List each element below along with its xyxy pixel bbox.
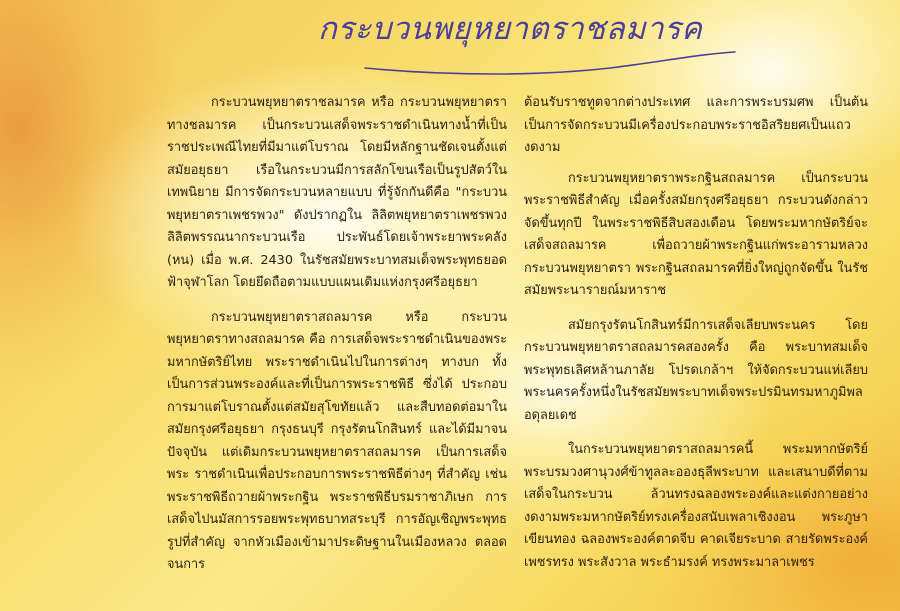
right-column (524, 92, 868, 586)
right-paragraph-3: ในกระบวนพยุหยาตราสถลมารคนี้ พระมหากษัตริย์ พระบรมวงศานุวงศ์ข้าทูลละอองธุลีพระบาท และเสนาบดีที่ตามเสด็จในกระบวน ล้วนทรงฉลองพระองค์และแต่งกายอย่างงดงามพระมหากษัตริย์ทรงเครื่องสนับเพลาเชิงงอน พระภูษาเขียนทอง ฉลองพระองค์ตาดจีบ คาดเจียระบาด สายรัดพระองค์เพชรทรง พระสังวาล พระธำมรงค์ ทรงพระมาลาเพชร (524, 442, 868, 570)
title-swash-ornament (360, 50, 740, 80)
left-column (167, 92, 507, 589)
page-title: กระบวนพยุหยาตราชลมารค (318, 11, 703, 47)
left-paragraph-2: กระบวนพยุหยาตราสถลมารค หรือ กระบวนพยุหยาตราทางสถลมารค คือ การเสด็จพระราชดำเนินของพระมหากษัตริย์ไทย พระราชดำเนินไปในการต่างๆ ทางบก ทั้งเป็นการส่วนพระองค์และที่เป็นการพระราชพิธี ซึ่งได้ ประกอบการมาแต่โบราณตั้งแต่สมัยสุโขทัยแล้ว และสืบทอดต่อมาในสมัยกรุงศรีอยุธยา กรุงธนบุรี กรุงรัตนโกสินทร์ และได้มีมาจนปัจจุบัน แต่เดิมกระบวนพยุหยาตราสถลมารค เป็นการเสด็จพระ ราชดำเนินเพื่อประกอบการพระราชพิธีต่างๆ ที่สำคัญ เช่น พระราชพิธีถวายผ้าพระกฐิน พระราชพิธีบรมราชาภิเษก การเสด็จไปนมัสการรอยพระพุทธบาทสระบุรี การอัญเชิญพระพุทธรูปที่สำคัญ จากหัวเมืองเข้ามาประดิษฐานในเมืองหลวง ตลอดจนการ (167, 309, 507, 572)
right-paragraph-1: กระบวนพยุหยาตราพระกฐินสถลมารค เป็นกระบวนพระราชพิธีสำคัญ เมื่อครั้งสมัยกรุงศรีอยุธยา กระบวนดังกล่าวจัดขึ้นทุกปี ในพระราชพิธีสิบสองเดือน โดยพระมหากษัตริย์จะเสด็จสถลมารค เพื่อถวายผ้าพระกฐินแก่พระอารามหลวง กระบวนพยุหยาตรา พระกฐินสถลมารคที่ยิ่งใหญ่ถูกจัดขึ้น ในรัชสมัยพระนารายณ์มหาราช (524, 170, 868, 298)
left-paragraph-1: กระบวนพยุหยาตราชลมารค หรือ กระบวนพยุหยาตราทางชลมารค เป็นกระบวนเสด็จพระราชดำเนินทางน้ำที่เป็นราชประเพณีไทยที่มีมาแต่โบราณ โดยมีหลักฐานชัดเจนตั้งแต่สมัยอยุธยา เรือในกระบวนมีการสลักโขนเรือเป็นรูปสัตว์ในเทพนิยาย มีการจัดกระบวนหลายแบบ ที่รู้จักกันดีคือ "กระบวนพยุหยาตราเพชรพวง" ดังปรากฏใน ลิลิตพยุหยาตราเพชรพวง ลิลิตพรรณนากระบวนเรือ ประพันธ์โดยเจ้าพระยาพระคลัง (หน) เมื่อ พ.ศ. 2430 ในรัชสมัยพระบาทสมเด็จพระพุทธยอดฟ้าจุฬาโลก โดยยึดถือตามแบบแผนเดิมแห่งกรุงศรีอยุธยา (167, 95, 507, 290)
right-paragraph-2: สมัยกรุงรัตนโกสินทร์มีการเสด็จเลียบพระนคร โดยกระบวนพยุหยาตราสถลมารคสองครั้ง คือ พระบาทสมเด็จพระพุทธเลิศหล้านภาลัย โปรดเกล้าฯ ให้จัดกระบวนแห่เลียบพระนครครั้งหนึ่งในรัชสมัยพระบาทเด็จพระปรมินทรมหาภูมิพลอดุลยเดช (524, 317, 868, 423)
right-continuation-text: ต้อนรับราชทูตจากต่างประเทศ และการพระบรมศพ เป็นต้น เป็นการจัดกระบวนมีเครื่องประกอบพระราชอิสริยยศเป็นแถวงดงาม (524, 95, 868, 155)
